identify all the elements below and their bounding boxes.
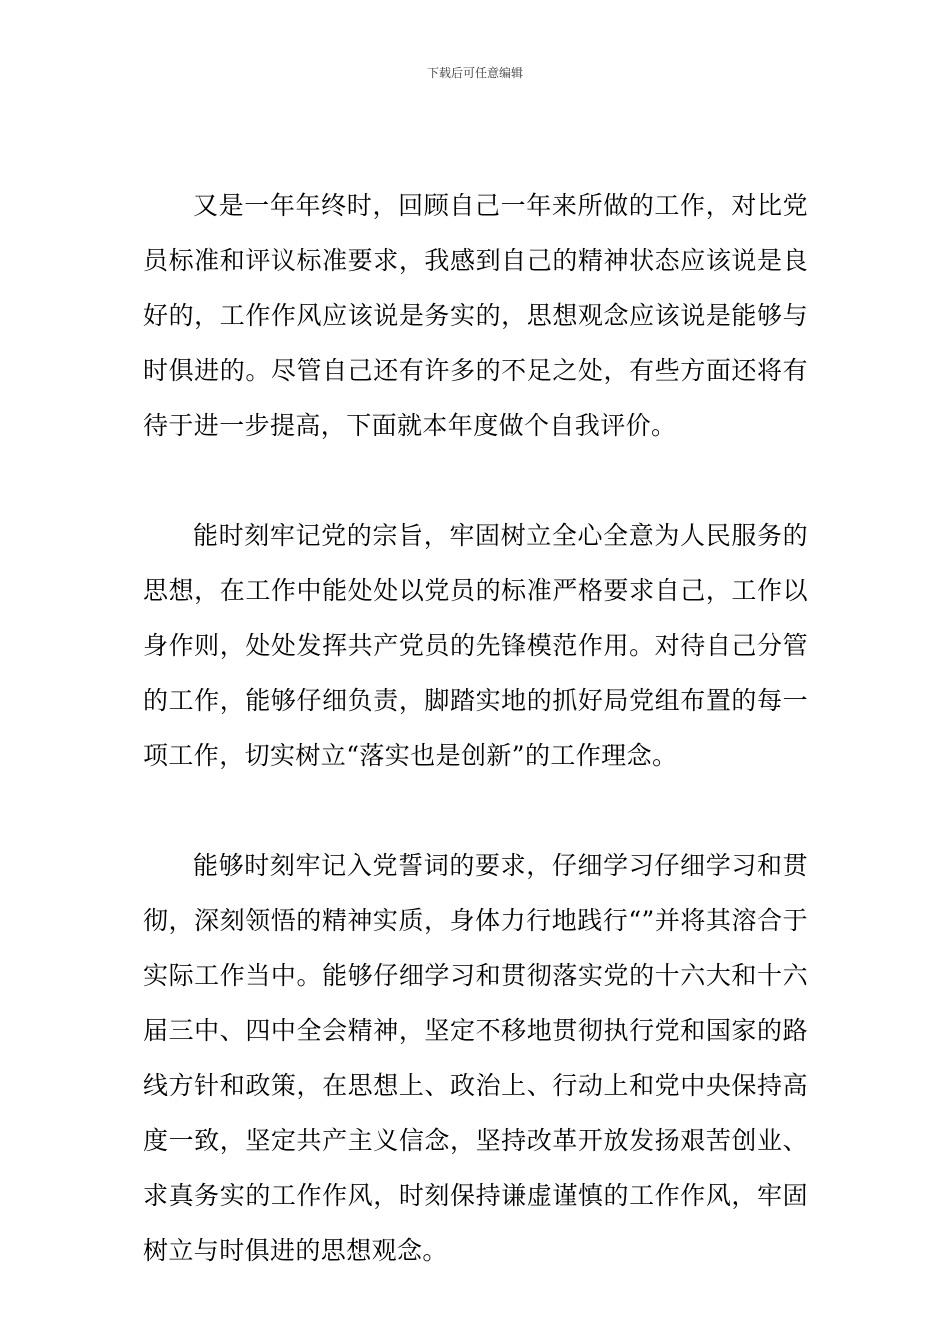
document-body <box>143 178 808 1278</box>
paragraph-1: 又是一年年终时，回顾自己一年来所做的工作，对比党员标准和评议标准要求，我感到自己的精神状态应该说是良好的，工作作风应该说是务实的，思想观念应该说是能够与时俱进的。尽管自己还有许多的不足之处，有些方面还将有待于进一步提高，下面就本年度做个自我评价。 <box>143 191 808 440</box>
paragraph-2: 能时刻牢记党的宗旨，牢固树立全心全意为人民服务的思想，在工作中能处处以党员的标准严格要求自己，工作以身作则，处处发挥共产党员的先锋模范作用。对待自己分管的工作，能够仔细负责，脚踏实地的抓好局党组布置的每一项工作，切实树立“落实也是创新”的工作理念。 <box>143 521 808 770</box>
download-note: 下载后可任意编辑 <box>426 66 523 80</box>
paragraph-3: 能够时刻牢记入党誓词的要求，仔细学习仔细学习和贯彻，深刻领悟的精神实质，身体力行地践行“”并将其溶合于实际工作当中。能够仔细学习和贯彻落实党的十六大和十六届三中、四中全会精神，坚定不移地贯彻执行党和国家的路线方针和政策，在思想上、政治上、行动上和党中央保持高度一致，坚定共产主义信念，坚持改革开放发扬艰苦创业、求真务实的工作作风，时刻保持谦虚谨慎的工作作风，牢固树立与时俱进的思想观念。 <box>143 851 808 1265</box>
